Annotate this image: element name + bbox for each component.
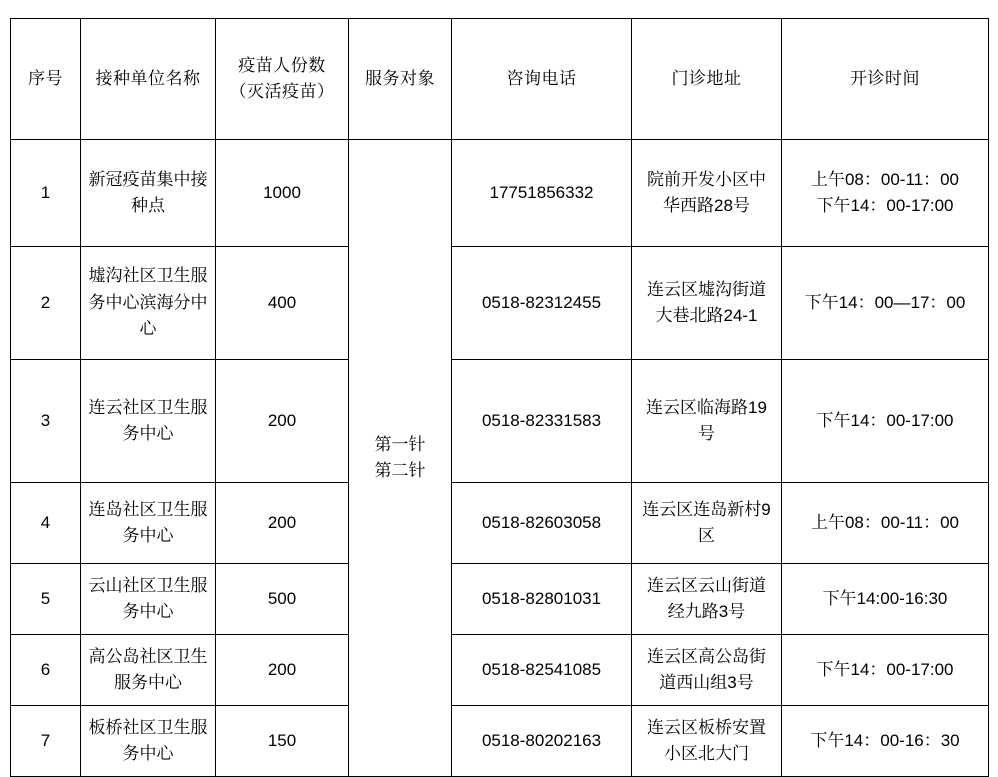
column-header-address: 门诊地址 (632, 19, 782, 140)
cell-unit-name: 云山社区卫生服 务中心 (81, 564, 216, 635)
column-header-unit-name: 接种单位名称 (81, 19, 216, 140)
cell-open-time: 上午08：00-11：00 下午14：00-17:00 (782, 140, 989, 247)
table-row (11, 706, 989, 777)
cell-index: 4 (11, 483, 81, 564)
cell-phone: 0518-80202163 (452, 706, 632, 777)
column-header-phone: 咨询电话 (452, 19, 632, 140)
cell-index: 2 (11, 247, 81, 360)
cell-address: 连云区墟沟街道 大巷北路24-1 (632, 247, 782, 360)
cell-address: 连云区高公岛街 道西山组3号 (632, 635, 782, 706)
cell-doses: 200 (216, 360, 349, 483)
cell-unit-name: 连岛社区卫生服 务中心 (81, 483, 216, 564)
cell-doses: 150 (216, 706, 349, 777)
table-header (11, 19, 989, 140)
cell-open-time: 下午14：00-17:00 (782, 635, 989, 706)
cell-index: 6 (11, 635, 81, 706)
cell-index: 3 (11, 360, 81, 483)
cell-open-time: 下午14：00—17：00 (782, 247, 989, 360)
table-row (11, 564, 989, 635)
cell-index: 7 (11, 706, 81, 777)
column-header-doses: 疫苗人份数 （灭活疫苗） (216, 19, 349, 140)
cell-index: 1 (11, 140, 81, 247)
cell-phone: 0518-82541085 (452, 635, 632, 706)
cell-address: 连云区临海路19 号 (632, 360, 782, 483)
column-header-open-time: 开诊时间 (782, 19, 989, 140)
cell-address: 院前开发小区中 华西路28号 (632, 140, 782, 247)
cell-service-target: 第一针 第二针 (349, 140, 452, 777)
cell-unit-name: 连云社区卫生服 务中心 (81, 360, 216, 483)
cell-address: 连云区板桥安置 小区北大门 (632, 706, 782, 777)
cell-phone: 0518-82331583 (452, 360, 632, 483)
column-header-service-target: 服务对象 (349, 19, 452, 140)
cell-phone: 17751856332 (452, 140, 632, 247)
cell-unit-name: 板桥社区卫生服 务中心 (81, 706, 216, 777)
column-header-index: 序号 (11, 19, 81, 140)
cell-doses: 1000 (216, 140, 349, 247)
cell-index: 5 (11, 564, 81, 635)
cell-unit-name: 墟沟社区卫生服 务中心滨海分中 心 (81, 247, 216, 360)
cell-phone: 0518-82603058 (452, 483, 632, 564)
cell-open-time: 下午14：00-16：30 (782, 706, 989, 777)
cell-phone: 0518-82312455 (452, 247, 632, 360)
cell-doses: 200 (216, 635, 349, 706)
cell-doses: 200 (216, 483, 349, 564)
cell-address: 连云区连岛新村9 区 (632, 483, 782, 564)
table-header-row (11, 19, 989, 140)
vaccination-sites-table (10, 18, 989, 777)
table-row (11, 635, 989, 706)
table-body (11, 140, 989, 777)
table-row (11, 247, 989, 360)
table-row (11, 140, 989, 247)
cell-open-time: 下午14：00-17:00 (782, 360, 989, 483)
cell-unit-name: 新冠疫苗集中接 种点 (81, 140, 216, 247)
cell-doses: 400 (216, 247, 349, 360)
table-row (11, 483, 989, 564)
cell-unit-name: 高公岛社区卫生 服务中心 (81, 635, 216, 706)
cell-doses: 500 (216, 564, 349, 635)
cell-open-time: 上午08：00-11：00 (782, 483, 989, 564)
cell-address: 连云区云山街道 经九路3号 (632, 564, 782, 635)
cell-phone: 0518-82801031 (452, 564, 632, 635)
cell-open-time: 下午14:00-16:30 (782, 564, 989, 635)
table-row (11, 360, 989, 483)
